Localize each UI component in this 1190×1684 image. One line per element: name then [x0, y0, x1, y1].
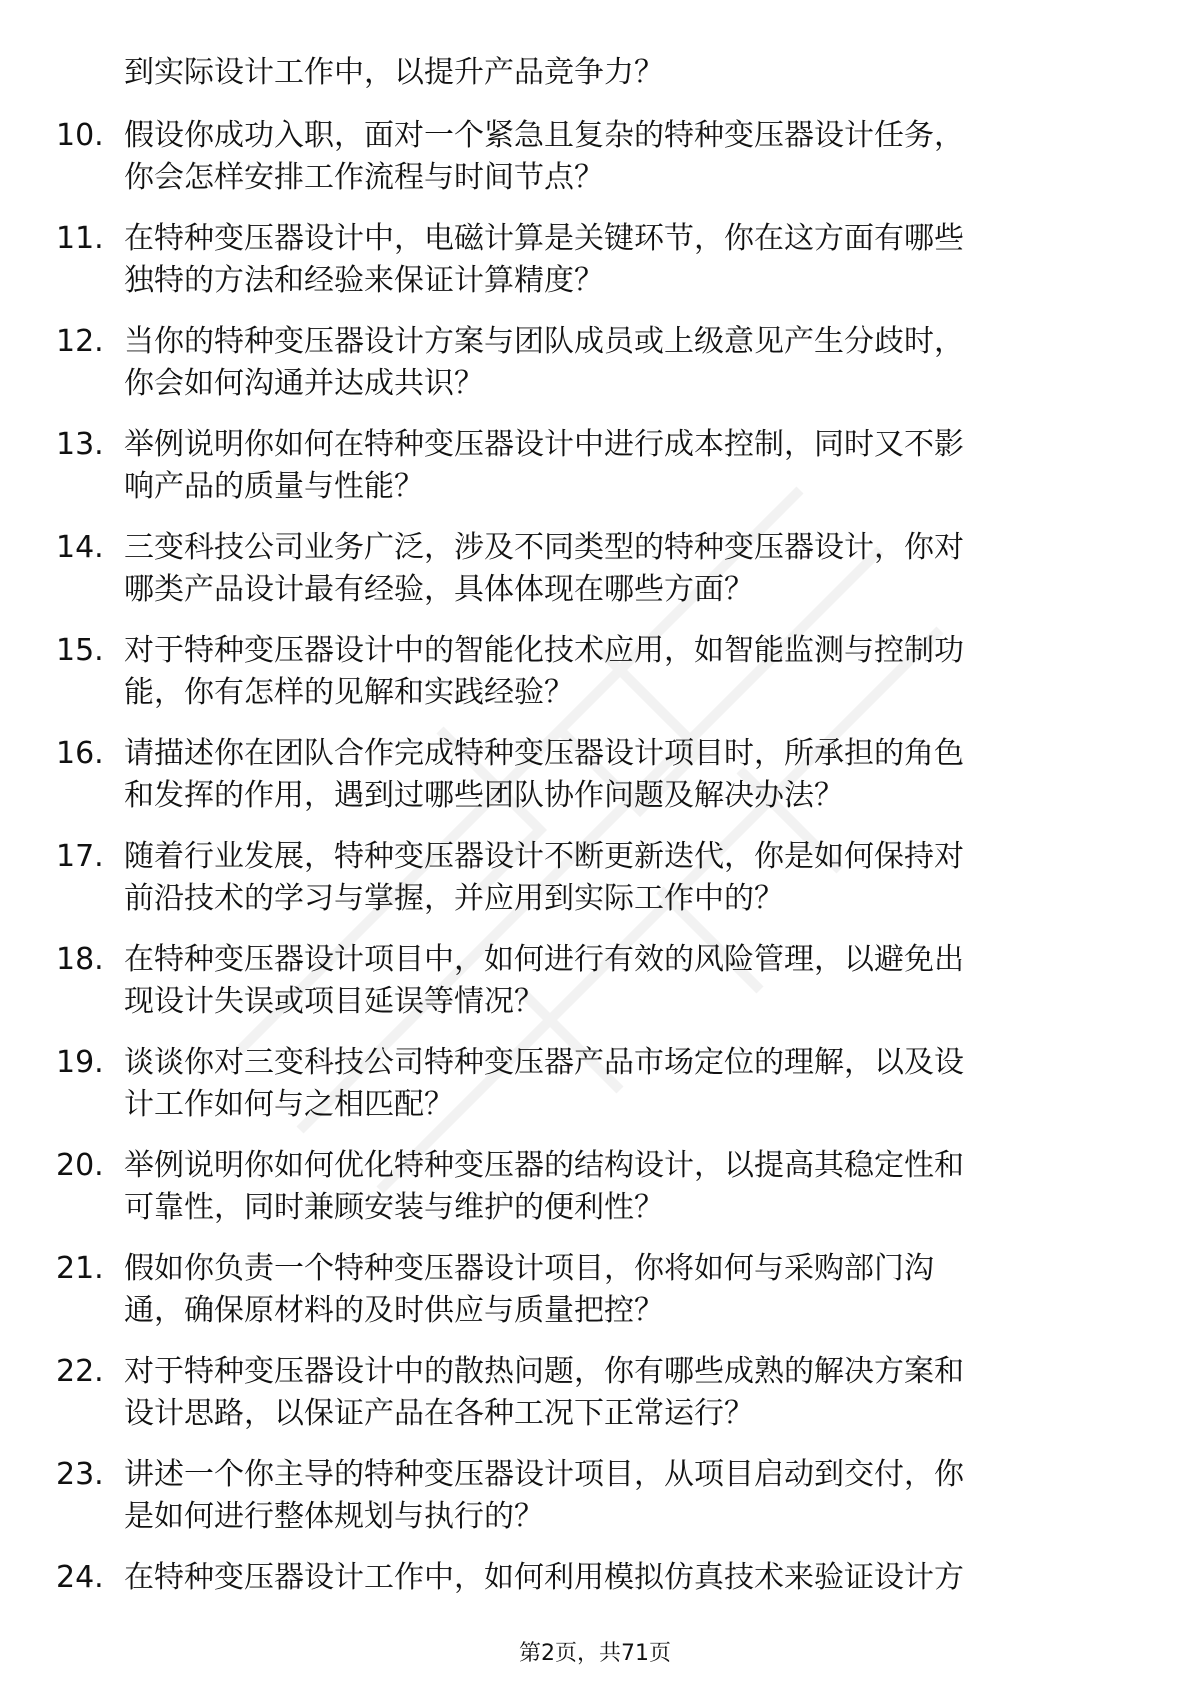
question-item — [56, 1248, 1126, 1351]
question-text-line: 你会如何沟通并达成共识？ — [124, 366, 484, 401]
question-number: 23. — [56, 1457, 104, 1492]
question-text — [124, 1248, 1114, 1332]
question-item — [56, 939, 1126, 1042]
question-item — [56, 424, 1126, 527]
question-text-line: 能，你有怎样的见解和实践经验？ — [124, 675, 574, 710]
question-item — [56, 1042, 1126, 1145]
question-number: 24. — [56, 1560, 104, 1595]
question-item — [56, 527, 1126, 630]
question-number: 13. — [56, 427, 104, 462]
question-text-line: 独特的方法和经验来保证计算精度？ — [124, 263, 604, 298]
question-text — [124, 424, 1114, 508]
question-item — [56, 1145, 1126, 1248]
question-text-line: 是如何进行整体规划与执行的？ — [124, 1499, 544, 1534]
question-item — [56, 1454, 1126, 1557]
question-text-line: 设计思路，以保证产品在各种工况下正常运行？ — [124, 1396, 754, 1431]
question-item — [56, 733, 1126, 836]
question-number: 19. — [56, 1045, 104, 1080]
question-text-line: 随着行业发展，特种变压器设计不断更新迭代，你是如何保持对 — [124, 839, 964, 874]
question-text-line: 对于特种变压器设计中的散热问题，你有哪些成熟的解决方案和 — [124, 1354, 964, 1389]
question-list — [56, 115, 1126, 1660]
question-text-line: 在特种变压器设计中，电磁计算是关键环节，你在这方面有哪些 — [124, 221, 964, 256]
question-number: 12. — [56, 324, 104, 359]
question-number: 18. — [56, 942, 104, 977]
question-text-line: 假设你成功入职，面对一个紧急且复杂的特种变压器设计任务， — [124, 118, 964, 153]
question-text-line: 可靠性，同时兼顾安装与维护的便利性？ — [124, 1190, 664, 1225]
question-text — [124, 836, 1114, 920]
question-text-line: 计工作如何与之相匹配？ — [124, 1087, 454, 1122]
question-text-line: 前沿技术的学习与掌握，并应用到实际工作中的？ — [124, 881, 784, 916]
question-number: 17. — [56, 839, 104, 874]
question-text-line: 谈谈你对三变科技公司特种变压器产品市场定位的理解，以及设 — [124, 1045, 964, 1080]
question-number: 11. — [56, 221, 104, 256]
question-text — [124, 733, 1114, 817]
question-text-line: 在特种变压器设计项目中，如何进行有效的风险管理，以避免出 — [124, 942, 964, 977]
question-text-line: 请描述你在团队合作完成特种变压器设计项目时，所承担的角色 — [124, 736, 964, 771]
question-text — [124, 1351, 1114, 1435]
question-text — [124, 527, 1114, 611]
page-number-footer: 第2页，共71页 — [519, 1641, 671, 1666]
question-item — [56, 836, 1126, 939]
question-text — [124, 1145, 1114, 1229]
question-text-line: 讲述一个你主导的特种变压器设计项目，从项目启动到交付，你 — [124, 1457, 964, 1492]
question-item — [56, 630, 1126, 733]
question-item — [56, 115, 1126, 218]
question-text — [124, 1042, 1114, 1126]
question-text-line: 假如你负责一个特种变压器设计项目，你将如何与采购部门沟 — [124, 1251, 934, 1286]
question-text-line: 三变科技公司业务广泛，涉及不同类型的特种变压器设计，你对 — [124, 530, 964, 565]
question-number: 10. — [56, 118, 104, 153]
question-text-line: 现设计失误或项目延误等情况？ — [124, 984, 544, 1019]
question-text-line: 和发挥的作用，遇到过哪些团队协作问题及解决办法？ — [124, 778, 844, 813]
continued-question-line: 到实际设计工作中，以提升产品竞争力？ — [124, 55, 664, 90]
question-number: 14. — [56, 530, 104, 565]
question-text — [124, 1557, 1114, 1599]
question-item — [56, 218, 1126, 321]
question-text — [124, 939, 1114, 1023]
question-number: 21. — [56, 1251, 104, 1286]
question-text-line: 举例说明你如何优化特种变压器的结构设计，以提高其稳定性和 — [124, 1148, 964, 1183]
question-text — [124, 115, 1114, 199]
question-number: 16. — [56, 736, 104, 771]
question-text-line: 响产品的质量与性能？ — [124, 469, 424, 504]
question-number: 20. — [56, 1148, 104, 1183]
question-text-line: 当你的特种变压器设计方案与团队成员或上级意见产生分歧时， — [124, 324, 964, 359]
question-item — [56, 1351, 1126, 1454]
question-text — [124, 1454, 1114, 1538]
question-text-line: 通，确保原材料的及时供应与质量把控？ — [124, 1293, 664, 1328]
question-text-line: 哪类产品设计最有经验，具体体现在哪些方面？ — [124, 572, 754, 607]
question-number: 22. — [56, 1354, 104, 1389]
question-text-line: 举例说明你如何在特种变压器设计中进行成本控制，同时又不影 — [124, 427, 964, 462]
question-text — [124, 321, 1114, 405]
question-text-line: 在特种变压器设计工作中，如何利用模拟仿真技术来验证设计方 — [124, 1560, 964, 1595]
question-item — [56, 321, 1126, 424]
question-text-line: 你会怎样安排工作流程与时间节点？ — [124, 160, 604, 195]
question-text-line: 对于特种变压器设计中的智能化技术应用，如智能监测与控制功 — [124, 633, 964, 668]
question-text — [124, 218, 1114, 302]
question-text — [124, 630, 1114, 714]
question-number: 15. — [56, 633, 104, 668]
